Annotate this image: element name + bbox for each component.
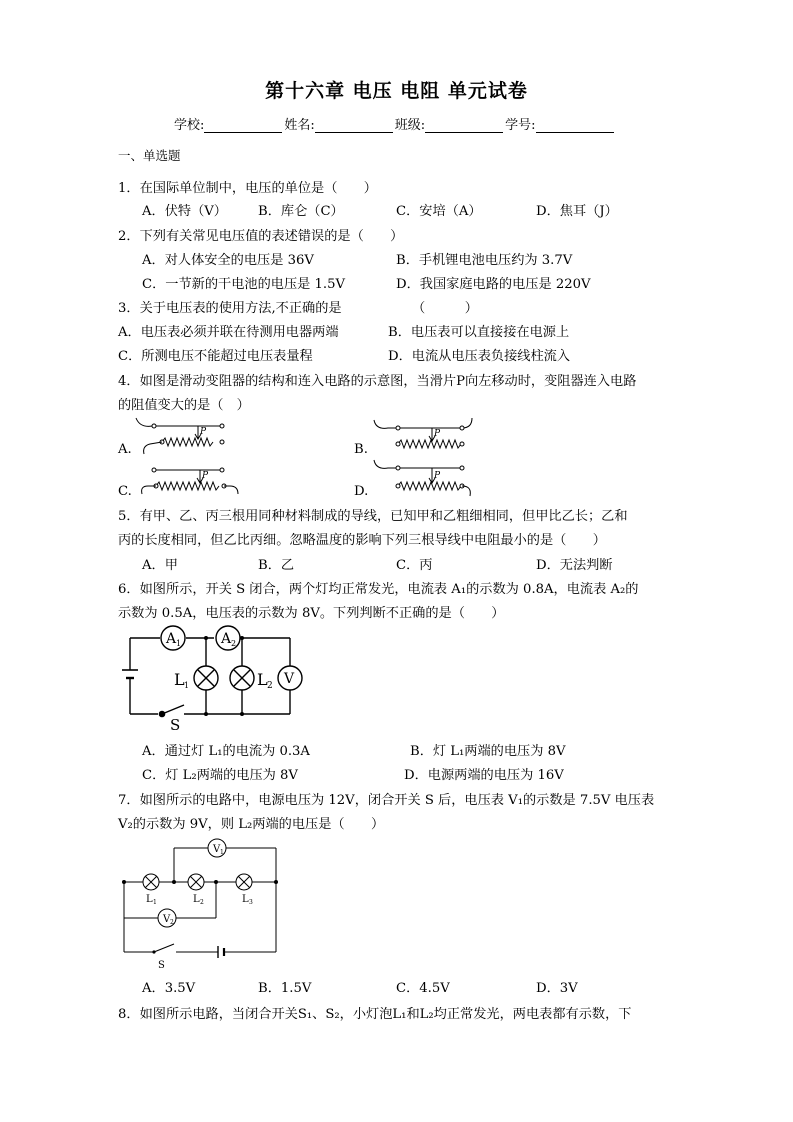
q6-switch-blade bbox=[162, 705, 184, 714]
q7-l2-sub: 2 bbox=[200, 899, 204, 906]
school-label: 学校: bbox=[174, 118, 205, 133]
q2-option-b: B．手机锂电池电压约为 3.7V bbox=[396, 253, 573, 268]
q4b-p-label: P bbox=[434, 429, 441, 439]
q7-option-b: B．1.5V bbox=[258, 981, 312, 996]
q5-stem-line1: 5．有甲、乙、丙三根用同种材料制成的导线，已知甲和乙粗细相同，但甲比乙长；乙和 bbox=[118, 509, 628, 524]
q7-l2-label: L bbox=[193, 894, 200, 905]
q7-s-label: S bbox=[158, 960, 165, 971]
q6-stem-line2: 示数为 0.5A，电压表的示数为 8V。下列判断不正确的是（ ） bbox=[118, 606, 505, 621]
q4d-lead-top bbox=[374, 460, 398, 468]
q4-label-a: A. bbox=[118, 442, 132, 457]
q7-v2-sub: 2 bbox=[170, 919, 174, 926]
q7-switch-blade bbox=[154, 944, 174, 952]
q2-option-a: A．对人体安全的电压是 36V bbox=[142, 253, 314, 268]
student-info-line bbox=[174, 114, 616, 133]
q5-option-d: D．无法判断 bbox=[536, 558, 613, 573]
q2-option-d: D．我国家庭电路的电压是 220V bbox=[396, 277, 591, 292]
q7-stem-line1: 7．如图所示的电路中，电源电压为 12V，闭合开关 S 后，电压表 V₁的示数是 7.5V 电压表 bbox=[118, 793, 655, 808]
q6-l2-sub: 2 bbox=[267, 681, 273, 691]
q5-stem-line2: 丙的长度相同，但乙比丙细。忽略温度的影响下列三根导线中电阻最小的是（ ） bbox=[118, 533, 606, 548]
q3-stem: 3．关于电压表的使用方法,不正确的是 bbox=[118, 301, 342, 316]
q7-stem-line2: V₂的示数为 9V，则 L₂两端的电压是（ ） bbox=[118, 817, 385, 832]
q7-option-c: C．4.5V bbox=[396, 981, 450, 996]
q4-label-d: D. bbox=[354, 484, 369, 499]
q7-v1-label: V bbox=[213, 844, 221, 855]
q6-option-c: C．灯 L₂两端的电压为 8V bbox=[142, 768, 298, 783]
number-label: 学号: bbox=[505, 118, 536, 133]
q6-a1-label: A bbox=[166, 631, 177, 647]
q5-option-c: C．丙 bbox=[396, 558, 433, 573]
q4-rheostat-a-figure bbox=[134, 414, 234, 456]
q7-l3-sub: 3 bbox=[249, 899, 253, 906]
q4d-coil bbox=[398, 482, 461, 490]
q6-l1-sub: 1 bbox=[184, 681, 190, 690]
q6-stem-line1: 6．如图所示，开关 S 闭合，两个灯均正常发光，电流表 A₁的示数为 0.8A，电流表 A₂的 bbox=[118, 582, 639, 597]
q3-option-d: D．电流从电压表负接线柱流入 bbox=[388, 349, 571, 364]
q6-option-b: B．灯 L₁两端的电压为 8V bbox=[410, 744, 566, 759]
q4d-p-label: P bbox=[434, 471, 441, 481]
q4-stem-line2: 的阻值变大的是（ ） bbox=[118, 398, 250, 413]
q4-label-c: C. bbox=[118, 484, 132, 499]
q7-l3-label: L bbox=[242, 894, 249, 905]
q1-option-c: C．安培（A） bbox=[396, 204, 482, 219]
q1-option-d: D．焦耳（J） bbox=[536, 204, 618, 219]
q1-option-b: B．库仑（C） bbox=[258, 204, 344, 219]
q1-stem: 1．在国际单位制中，电压的单位是（ ） bbox=[118, 181, 377, 196]
q3-option-a: A．电压表必须并联在待测用电器两端 bbox=[118, 325, 339, 340]
q8-stem-line1: 8．如图所示电路，当闭合开关S₁、S₂，小灯泡L₁和L₂均正常发光，两电表都有示数，下 bbox=[118, 1007, 632, 1022]
name-blank bbox=[315, 120, 393, 133]
q6-s-label: S bbox=[170, 716, 181, 734]
q6-option-d: D．电源两端的电压为 16V bbox=[404, 768, 564, 783]
q7-l1-label: L bbox=[146, 894, 153, 905]
q4c-p-label: P bbox=[202, 471, 209, 481]
q4b-coil bbox=[398, 440, 461, 448]
q7-v2-label: V bbox=[163, 914, 171, 925]
q7-l1-sub: 1 bbox=[153, 899, 157, 906]
q4b-lead-top bbox=[374, 420, 398, 428]
q7-option-a: A．3.5V bbox=[142, 981, 196, 996]
q5-option-b: B．乙 bbox=[258, 558, 295, 573]
q4-stem-line1: 4．如图是滑动变阻器的结构和连入电路的示意图，当滑片P向左移动时，变阻器连入电路 bbox=[118, 374, 637, 389]
q6-option-a: A．通过灯 L₁的电流为 0.3A bbox=[142, 744, 310, 759]
name-label: 姓名: bbox=[284, 118, 315, 133]
section-heading: 一、单选题 bbox=[118, 148, 181, 163]
q4-rheostat-d-figure bbox=[370, 456, 480, 500]
q6-a1-sub: 1 bbox=[176, 639, 182, 648]
q1-option-a: A．伏特（V） bbox=[142, 204, 227, 219]
number-blank bbox=[536, 120, 614, 133]
q5-option-a: A．甲 bbox=[142, 558, 178, 573]
q2-option-c: C．一节新的干电池的电压是 1.5V bbox=[142, 277, 346, 292]
q7-v1-sub: 1 bbox=[220, 849, 224, 856]
q4a-lead-bottom bbox=[144, 442, 162, 454]
q6-a2-sub: 2 bbox=[231, 639, 237, 648]
q4a-lead-top bbox=[136, 418, 154, 426]
q3-option-c: C．所测电压不能超过电压表量程 bbox=[118, 349, 313, 364]
class-blank bbox=[425, 120, 503, 133]
q6-circuit-diagram bbox=[118, 622, 303, 734]
q2-stem: 2．下列有关常见电压值的表述错误的是（ ） bbox=[118, 229, 404, 244]
q6-l1-label: L bbox=[174, 670, 185, 689]
q3-paren: （ ） bbox=[412, 301, 478, 316]
q4a-coil bbox=[162, 438, 213, 446]
q4-label-b: B. bbox=[354, 442, 368, 457]
q7-option-d: D．3V bbox=[536, 981, 578, 996]
q6-a2-label: A bbox=[221, 631, 232, 647]
q4-rheostat-c-figure bbox=[134, 458, 244, 500]
q4c-coil bbox=[156, 482, 219, 490]
page-title: 第十六章 电压 电阻 单元试卷 bbox=[265, 80, 528, 102]
q7-circuit-diagram bbox=[118, 836, 288, 972]
q6-v-label: V bbox=[284, 671, 295, 687]
q4-rheostat-b-figure bbox=[370, 414, 480, 456]
class-label: 班级: bbox=[394, 118, 426, 133]
q4a-p-label: P bbox=[200, 427, 207, 437]
school-blank bbox=[204, 120, 282, 133]
q3-option-b: B．电压表可以直接接在电源上 bbox=[388, 325, 570, 340]
q6-l2-label: L bbox=[257, 670, 268, 689]
